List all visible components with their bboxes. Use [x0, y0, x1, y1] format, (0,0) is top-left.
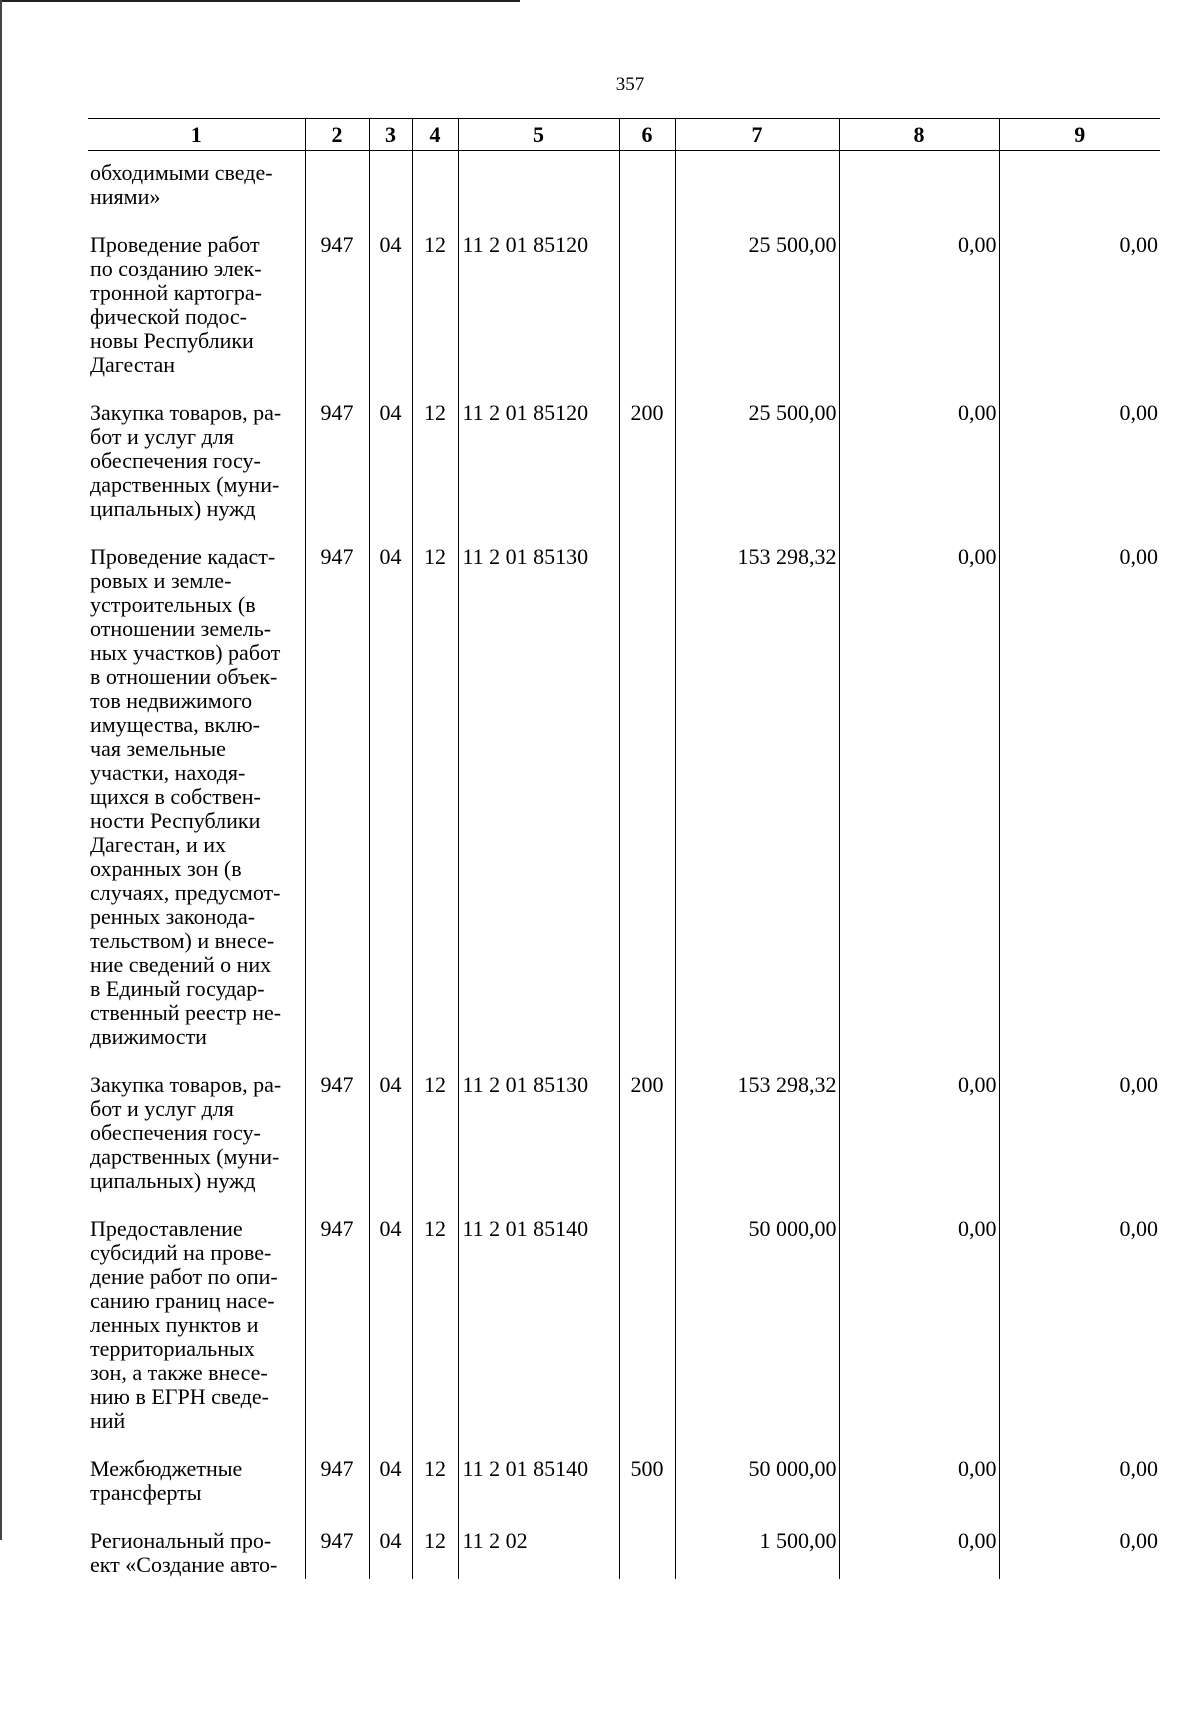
cell-subsection	[412, 151, 458, 234]
cell-amount-col9: 0,00	[999, 233, 1160, 401]
cell-ministry: 947	[305, 1217, 369, 1457]
budget-table	[88, 118, 1160, 1579]
cell-target-article: 11 2 01 85130	[458, 1073, 619, 1217]
cell-section: 04	[369, 401, 412, 545]
table-header-row	[88, 119, 1160, 151]
cell-amount-col8: 0,00	[839, 401, 999, 545]
table-row	[88, 233, 1160, 401]
cell-amount-col8: 0,00	[839, 233, 999, 401]
cell-amount-col7: 153 298,32	[675, 1073, 839, 1217]
table-row	[88, 1217, 1160, 1457]
cell-expense-type	[619, 545, 675, 1073]
column-header: 7	[675, 119, 839, 151]
cell-name: Проведение кадаст- ровых и земле- устроительных (в отношении земель- ных участков) работ в отношении объек- тов недвижимого имущества, вклю- чая земельные участки, находя- щихся в собствен- ности Республики Дагестан, и их охранных зон (в случаях, предусмот- ренных законода- тельством) и внесе- ние сведений о них в Единый государ- ственный реестр не- движимости	[90, 544, 282, 1049]
cell-ministry: 947	[305, 545, 369, 1073]
cell-expense-type	[619, 151, 675, 234]
table-row	[88, 1073, 1160, 1217]
cell-amount-col7: 153 298,32	[675, 545, 839, 1073]
cell-ministry: 947	[305, 233, 369, 401]
cell-amount-col9: 0,00	[999, 401, 1160, 545]
cell-subsection: 12	[412, 1529, 458, 1579]
column-header: 6	[619, 119, 675, 151]
cell-amount-col7: 1 500,00	[675, 1529, 839, 1579]
cell-section: 04	[369, 233, 412, 401]
cell-section: 04	[369, 1457, 412, 1529]
cell-expense-type: 200	[619, 401, 675, 545]
cell-name: Закупка товаров, ра- бот и услуг для обеспечения госу- дарственных (муни- ципальных) нужд	[90, 400, 282, 521]
column-header: 8	[839, 119, 999, 151]
cell-section: 04	[369, 1073, 412, 1217]
column-header: 9	[999, 119, 1160, 151]
cell-section: 04	[369, 545, 412, 1073]
cell-amount-col9	[999, 151, 1160, 234]
cell-amount-col8: 0,00	[839, 1457, 999, 1529]
cell-subsection: 12	[412, 401, 458, 545]
cell-subsection: 12	[412, 233, 458, 401]
cell-amount-col9: 0,00	[999, 1217, 1160, 1457]
cell-target-article: 11 2 01 85120	[458, 401, 619, 545]
cell-name: Предоставление субсидий на прове- дение работ по опи- санию границ насе- ленных пунктов и территориальных зон, а также внесе- нию в ЕГРН сведе- ний	[90, 1216, 278, 1433]
cell-target-article	[458, 151, 619, 234]
column-header: 2	[305, 119, 369, 151]
cell-name: обходимыми сведе- ниями»	[90, 160, 273, 209]
cell-ministry: 947	[305, 1073, 369, 1217]
cell-subsection: 12	[412, 1457, 458, 1529]
page-number: 357	[615, 74, 645, 95]
cell-target-article: 11 2 02	[458, 1529, 619, 1579]
cell-expense-type	[619, 1529, 675, 1579]
scan-edge-top	[0, 0, 520, 2]
cell-name: Проведение работ по созданию элек- тронной картогра- фической подос- новы Республики Дагестан	[90, 232, 262, 377]
cell-amount-col8: 0,00	[839, 1529, 999, 1579]
cell-expense-type: 200	[619, 1073, 675, 1217]
cell-amount-col7	[675, 151, 839, 234]
cell-ministry	[305, 151, 369, 234]
cell-amount-col9: 0,00	[999, 1457, 1160, 1529]
table-body	[88, 151, 1160, 1580]
cell-target-article: 11 2 01 85140	[458, 1217, 619, 1457]
table-row	[88, 401, 1160, 545]
cell-amount-col7: 50 000,00	[675, 1217, 839, 1457]
cell-amount-col8: 0,00	[839, 1073, 999, 1217]
cell-name: Региональный про- ект «Создание авто-	[90, 1528, 278, 1577]
cell-amount-col8	[839, 151, 999, 234]
cell-target-article: 11 2 01 85130	[458, 545, 619, 1073]
cell-subsection: 12	[412, 1073, 458, 1217]
column-header: 1	[88, 119, 305, 151]
table-row	[88, 545, 1160, 1073]
cell-subsection: 12	[412, 1217, 458, 1457]
table-row	[88, 151, 1160, 234]
table-row	[88, 1529, 1160, 1579]
cell-subsection: 12	[412, 545, 458, 1073]
column-header: 3	[369, 119, 412, 151]
cell-target-article: 11 2 01 85140	[458, 1457, 619, 1529]
cell-expense-type	[619, 233, 675, 401]
cell-name: Межбюджетные трансферты	[90, 1456, 243, 1505]
column-header: 5	[458, 119, 619, 151]
cell-name: Закупка товаров, ра- бот и услуг для обеспечения госу- дарственных (муни- ципальных) нужд	[90, 1072, 282, 1193]
cell-section: 04	[369, 1529, 412, 1579]
column-header: 4	[412, 119, 458, 151]
cell-amount-col7: 50 000,00	[675, 1457, 839, 1529]
cell-target-article: 11 2 01 85120	[458, 233, 619, 401]
cell-ministry: 947	[305, 401, 369, 545]
cell-ministry: 947	[305, 1529, 369, 1579]
cell-amount-col9: 0,00	[999, 545, 1160, 1073]
scan-edge-left	[0, 0, 2, 1540]
cell-amount-col8: 0,00	[839, 545, 999, 1073]
cell-expense-type: 500	[619, 1457, 675, 1529]
cell-section	[369, 151, 412, 234]
cell-expense-type	[619, 1217, 675, 1457]
cell-amount-col8: 0,00	[839, 1217, 999, 1457]
cell-amount-col9: 0,00	[999, 1073, 1160, 1217]
cell-amount-col7: 25 500,00	[675, 401, 839, 545]
cell-section: 04	[369, 1217, 412, 1457]
table-row	[88, 1457, 1160, 1529]
cell-amount-col7: 25 500,00	[675, 233, 839, 401]
cell-ministry: 947	[305, 1457, 369, 1529]
cell-amount-col9: 0,00	[999, 1529, 1160, 1579]
